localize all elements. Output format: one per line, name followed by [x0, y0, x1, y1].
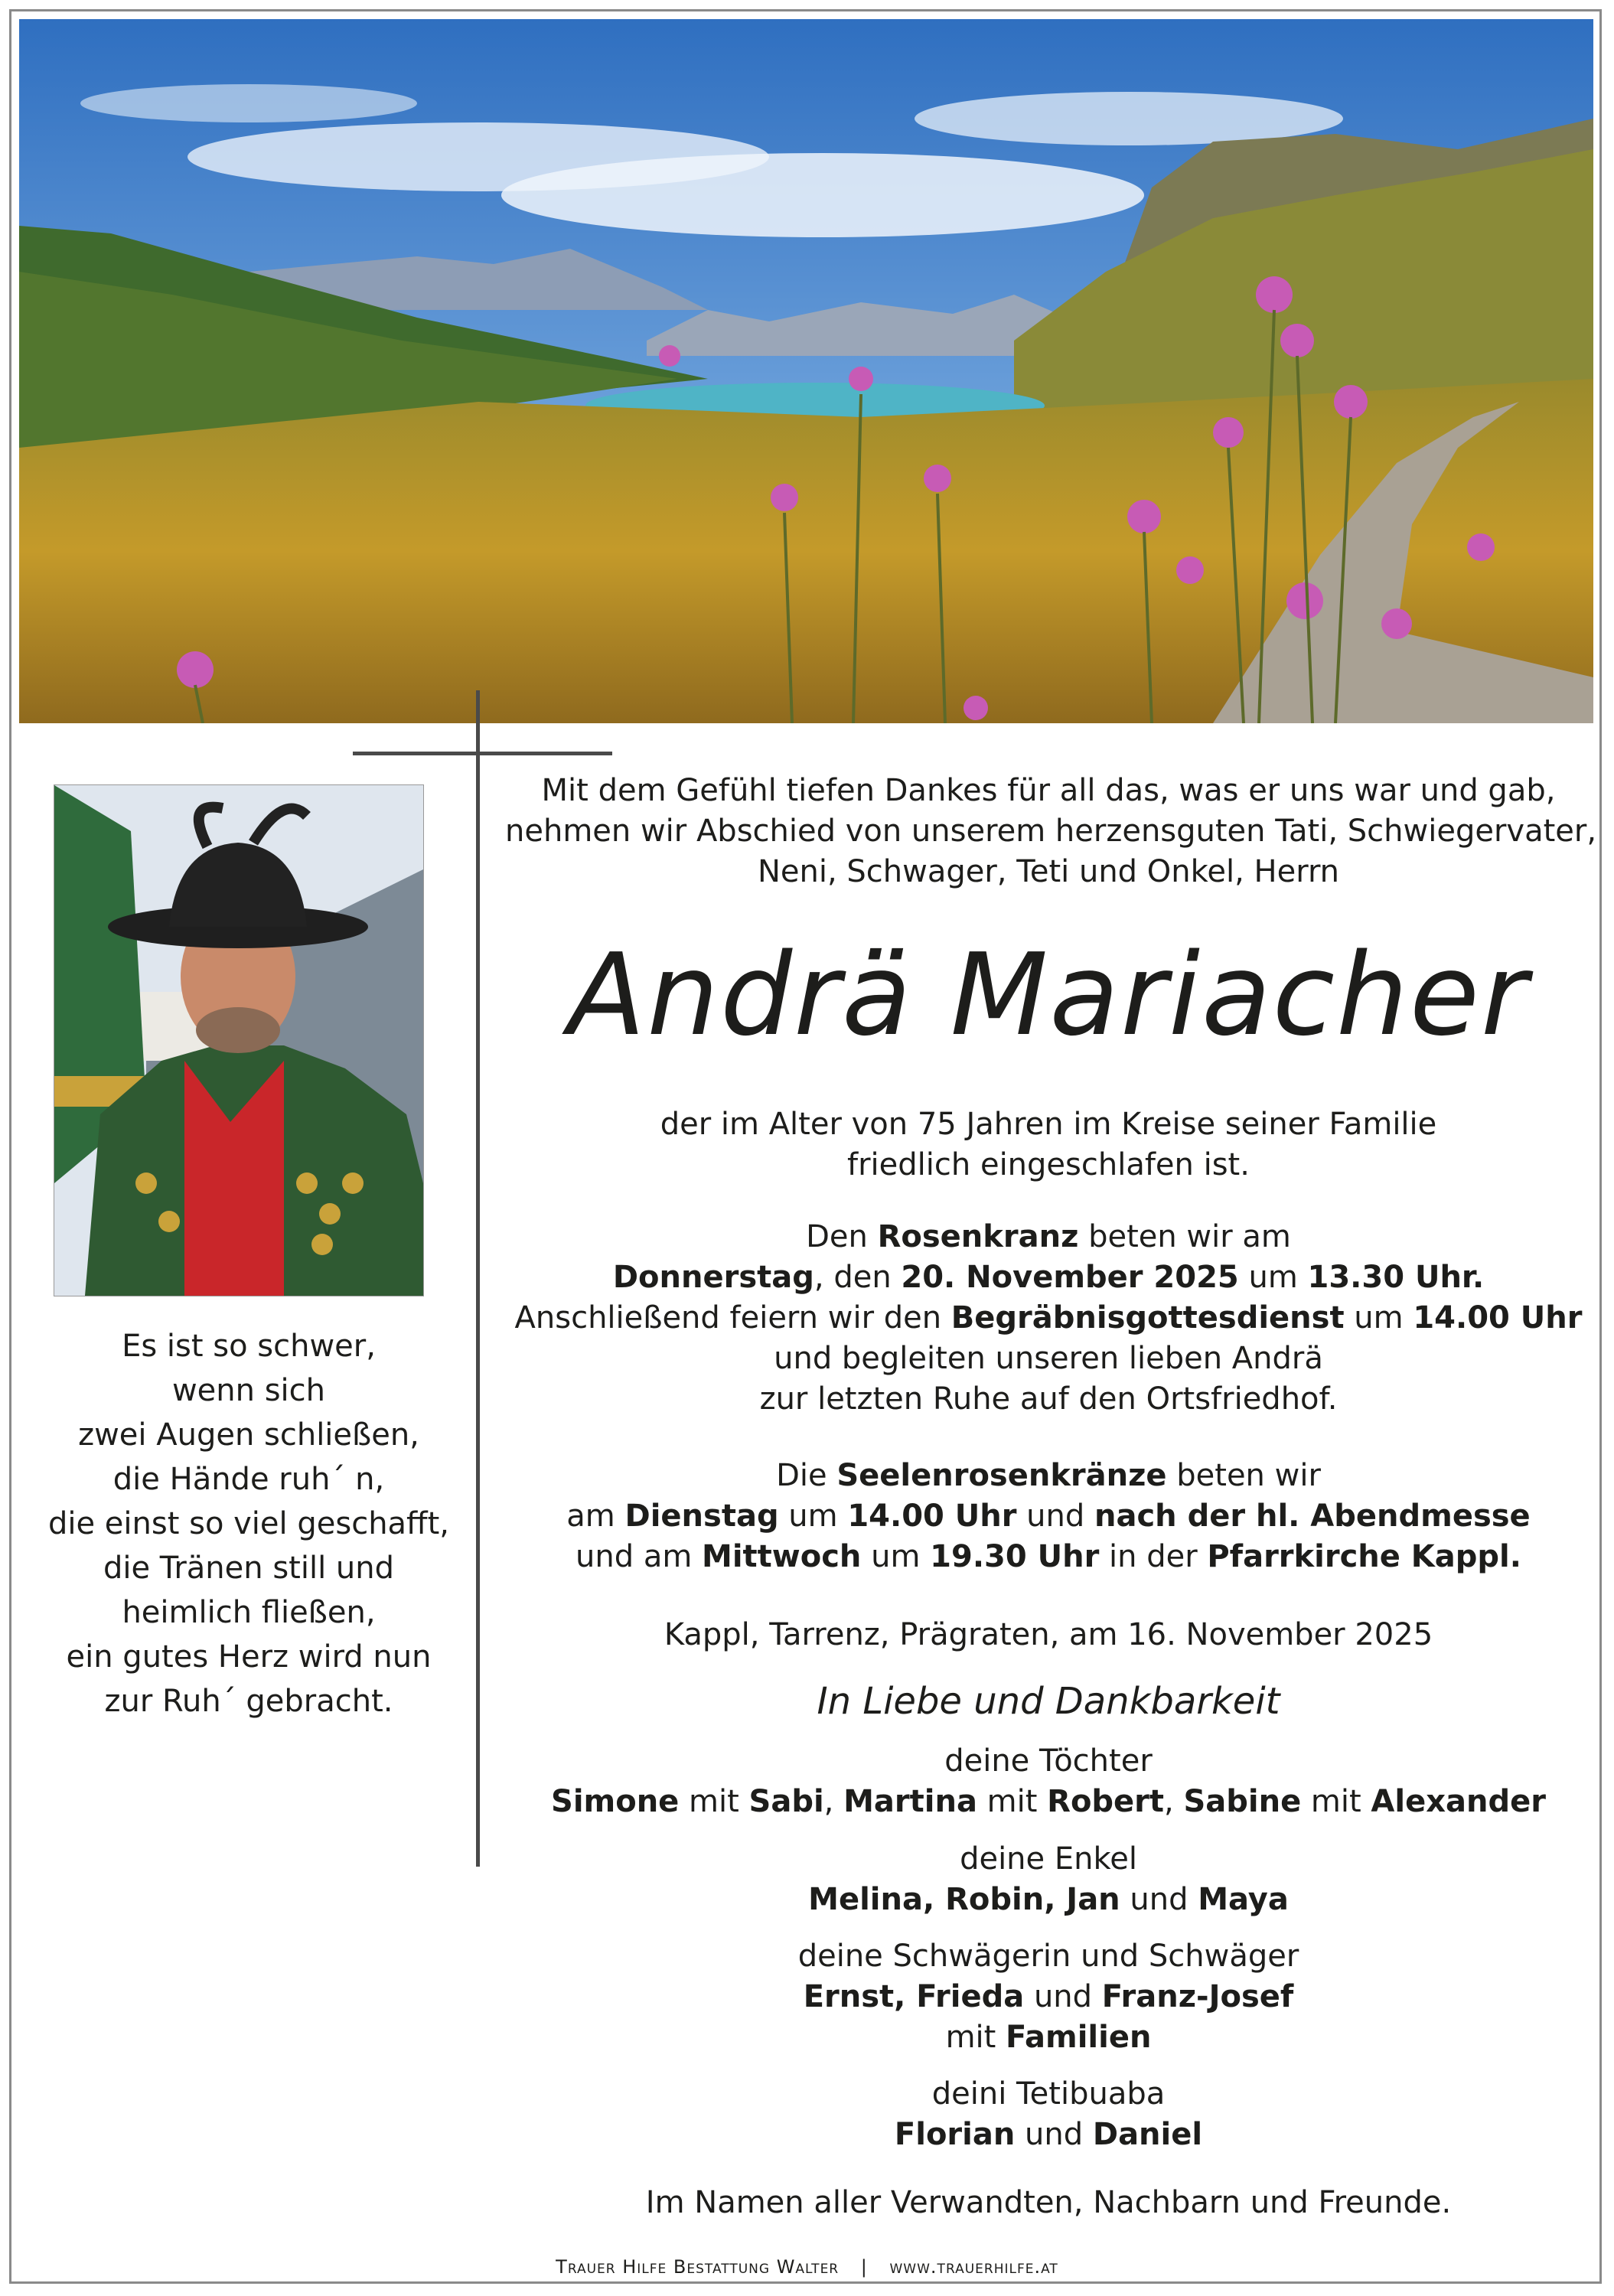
age-line: friedlich eingeschlafen ist.	[847, 1147, 1250, 1182]
daughters-label: deine Töchter	[944, 1743, 1153, 1779]
intro-line: Mit dem Gefühl tiefen Dankes für all das, was er uns war und gab,	[541, 773, 1556, 808]
family-daughters	[505, 1741, 1592, 1822]
funeral-line-3: zur letzten Ruhe auf den Ortsfriedhof.	[759, 1381, 1338, 1417]
footer	[0, 2256, 1614, 2278]
footer-separator: |	[860, 2256, 868, 2278]
rosary-line-1: Den Rosenkranz beten wir am	[806, 1219, 1291, 1254]
family-grandchildren	[505, 1839, 1592, 1920]
final-line: Im Namen aller Verwandten, Nachbarn und Freunde.	[645, 2185, 1452, 2220]
footer-website: www.trauerhilfe.at	[889, 2256, 1058, 2278]
poem-line: ein gutes Herz wird nun	[66, 1639, 432, 1675]
age-line: der im Alter von 75 Jahren im Kreise seiner Familie	[660, 1107, 1437, 1142]
souls-rosary-text	[505, 1456, 1592, 1577]
closing-italic: In Liebe und Dankbarkeit	[817, 1680, 1280, 1723]
poem-line: zwei Augen schließen,	[78, 1417, 419, 1453]
souls-line-1: Die Seelenrosenkränze beten wir	[776, 1458, 1321, 1493]
family-godchildren	[505, 2074, 1592, 2155]
closing	[505, 1678, 1592, 1724]
poem	[23, 1324, 474, 1724]
poem-line: Es ist so schwer,	[122, 1329, 376, 1364]
family-inlaws	[505, 1936, 1592, 2058]
poem-line: wenn sich	[171, 1373, 326, 1408]
cross-vertical	[476, 690, 480, 1867]
final-text	[505, 2183, 1592, 2223]
rosary-line-2: Donnerstag, den 20. November 2025 um 13.30 Uhr.	[612, 1260, 1485, 1295]
poem-line: die einst so viel geschafft,	[47, 1506, 450, 1541]
footer-company: Trauer Hilfe Bestattung Walter	[556, 2256, 840, 2278]
poem-line: zur Ruh´ gebracht.	[104, 1684, 393, 1719]
place-date	[505, 1615, 1592, 1655]
inlaws-families: mit Familien	[945, 2020, 1152, 2055]
godchildren-label: deini Tetibuaba	[931, 2076, 1166, 2112]
funeral-line-2: und begleiten unseren lieben Andrä	[774, 1341, 1323, 1376]
souls-line-2: am Dienstag um 14.00 Uhr und nach der hl. Abendmesse	[566, 1499, 1531, 1534]
inlaws-names: Ernst, Frieda und Franz-Josef	[803, 1979, 1294, 2014]
poem-line: heimlich fließen,	[122, 1595, 376, 1630]
intro-line: Neni, Schwager, Teti und Onkel, Herrn	[757, 854, 1340, 889]
poem-line: die Hände ruh´ n,	[112, 1462, 385, 1497]
daughters-names: Simone mit Sabi, Martina mit Robert, Sabine mit Alexander	[551, 1784, 1546, 1819]
service-text	[505, 1217, 1592, 1420]
cross-horizontal	[353, 752, 612, 755]
portrait-photo	[54, 784, 424, 1296]
grandchildren-names: Melina, Robin, Jan und Maya	[808, 1882, 1289, 1917]
deceased-name: Andrä Mariacher	[568, 929, 1529, 1061]
age-text	[505, 1104, 1592, 1186]
souls-line-3: und am Mittwoch um 19.30 Uhr in der Pfarrkirche Kappl.	[575, 1539, 1521, 1574]
intro-text	[505, 771, 1597, 892]
funeral-line-1: Anschließend feiern wir den Begräbnisgottesdienst um 14.00 Uhr	[514, 1300, 1583, 1336]
godchildren-names: Florian und Daniel	[894, 2117, 1203, 2152]
poem-line: die Tränen still und	[103, 1551, 395, 1586]
place-date-line: Kappl, Tarrenz, Prägraten, am 16. November 2025	[664, 1617, 1433, 1652]
intro-line: nehmen wir Abschied von unserem herzensguten Tati, Schwiegervater,	[505, 814, 1597, 849]
grandchildren-label: deine Enkel	[960, 1841, 1137, 1877]
landscape-photo	[19, 19, 1593, 723]
inlaws-label: deine Schwägerin und Schwäger	[797, 1939, 1299, 1974]
